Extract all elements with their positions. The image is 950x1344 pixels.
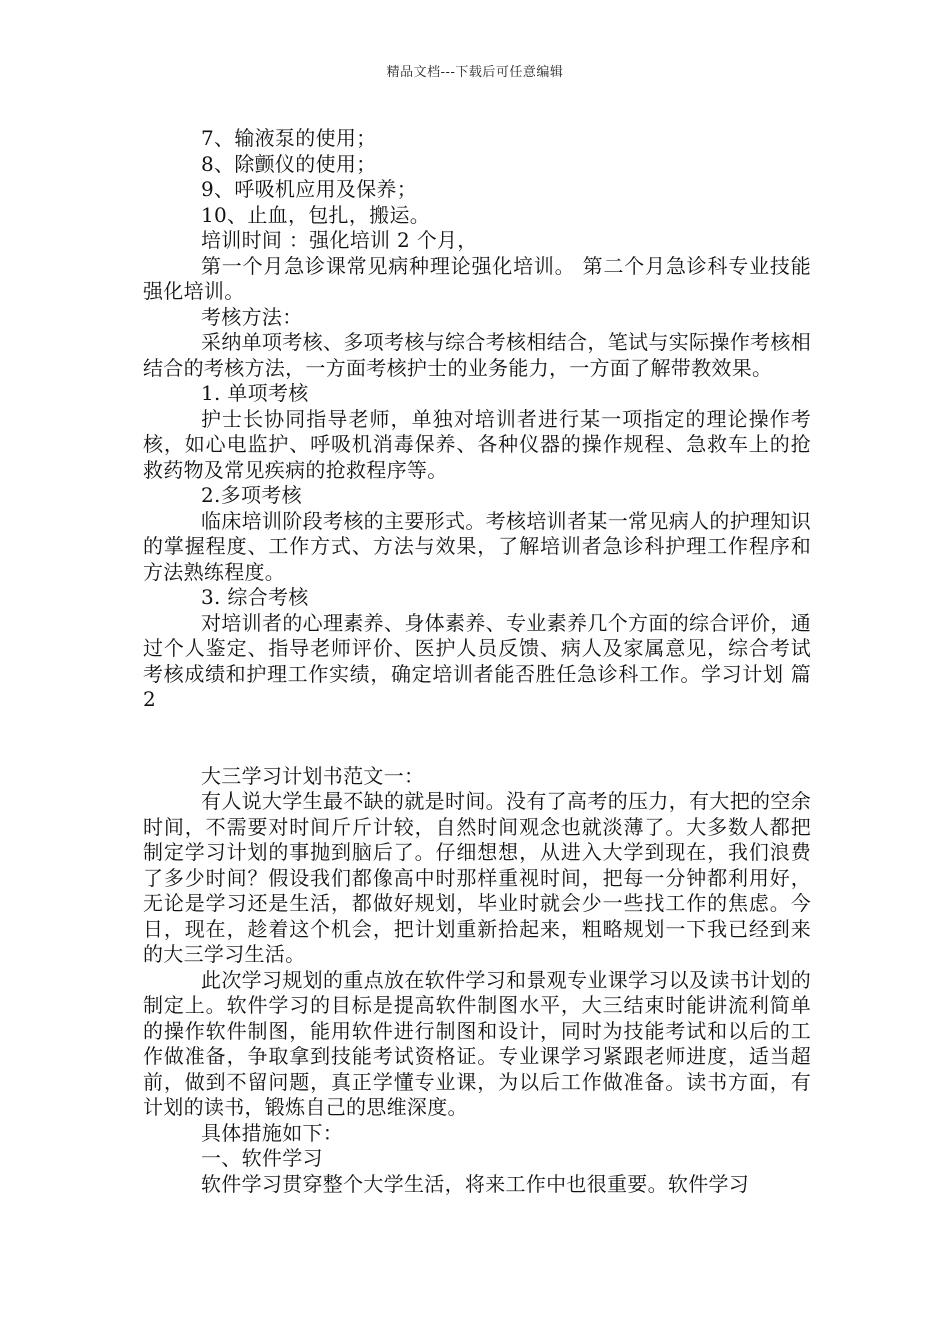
software-study-paragraph: 软件学习贯穿整个大学生活，将来工作中也很重要。软件学习	[201, 1171, 750, 1196]
comprehensive-assessment-paragraph: 对培训者的心理素养、身体素养、专业素养几个方面的综合评价，通过个人鉴定、指导老师评价、医护人员反馈、病人及家属意见，综合考试考核成绩和护理工作实绩，确定培训者能否胜任急诊科工作。学习计划 篇 2	[143, 610, 811, 711]
single-assessment-heading: 1. 单项考核	[201, 381, 309, 405]
section-gap	[143, 713, 811, 764]
list-item-ventilator: 9、呼吸机应用及保养；	[201, 177, 418, 201]
page-header: 精品文档---下载后可任意编辑	[386, 65, 564, 80]
study-plan-intro-paragraph: 有人说大学生最不缺的就是时间。没有了高考的压力，有大把的空余时间，不需要对时间斤斤计较，自然时间观念也就淡薄了。大多数人都把制定学习计划的事抛到脑后了。仔细想想，从进入大学到现在，我们浪费了多少时间？假设我们都像高中时那样重视时间，把每一分钟都利用好，无论是学习还是生活，都做好规划，毕业时就会少一些找工作的焦虑。今日，现在，趁着这个机会，把计划重新拾起来，粗略规划一下我已经到来的大三学习生活。	[143, 789, 811, 966]
list-item-first-aid: 10、止血，包扎，搬运。	[201, 202, 431, 227]
assessment-method-paragraph: 采纳单项考核、多项考核与综合考核相结合，笔试与实际操作考核相结合的考核方法，一方面考核护士的业务能力，一方面了解带教效果。	[143, 330, 811, 380]
assessment-method-heading: 考核方法：	[201, 304, 303, 329]
study-plan-title: 大三学习计划书范文一：	[201, 763, 425, 788]
multi-assessment-paragraph: 临床培训阶段考核的主要形式。考核培训者某一常见病人的护理知识的掌握程度、工作方式、方法与效果，了解培训者急诊科护理工作程序和方法熟练程度。	[143, 508, 811, 584]
document-body	[143, 126, 811, 1197]
multi-assessment-heading: 2.多项考核	[201, 483, 302, 507]
training-schedule-paragraph: 第一个月急诊课常见病种理论强化培训。 第二个月急诊科专业技能强化培训。	[143, 253, 811, 303]
study-plan-focus-paragraph: 此次学习规划的重点放在软件学习和景观专业课学习以及读书计划的制定上。软件学习的目标是提高软件制图水平，大三结束时能讲流利简单的操作软件制图，能用软件进行制图和设计，同时为技能考试和以后的工作做准备，争取拿到技能考试资格证。专业课学习紧跟老师进度，适当超前，做到不留问题，真正学懂专业课，为以后工作做准备。读书方面，有计划的读书，锻炼自己的思维深度。	[143, 967, 811, 1119]
measures-heading: 具体措施如下：	[201, 1120, 344, 1145]
training-time: 培训时间 ：强化培训 2 个月，	[201, 228, 478, 252]
list-item-defibrillator: 8、除颤仪的使用；	[201, 151, 377, 176]
list-item-infusion-pump: 7、输液泵的使用；	[201, 126, 377, 150]
comprehensive-assessment-heading: 3. 综合考核	[201, 585, 309, 609]
software-study-heading: 一、软件学习	[201, 1146, 323, 1170]
single-assessment-paragraph: 护士长协同指导老师，单独对培训者进行某一项指定的理论操作考核，如心电监护、呼吸机消毒保养、各种仪器的操作规程、急救车上的抢救药物及常见疾病的抢救程序等。	[143, 406, 811, 482]
